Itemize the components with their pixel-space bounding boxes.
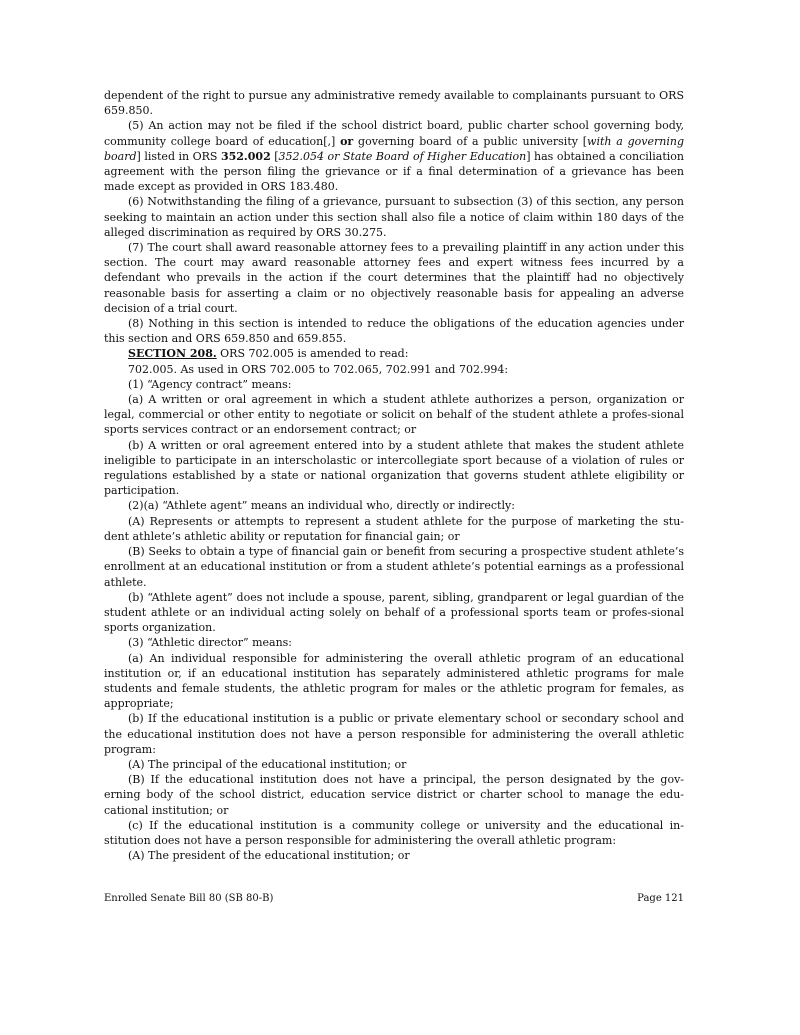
text-run: (a) An individual responsible for administering the overall athletic program of an educational institution or, if an educational institution has separately administered athletic programs for male students and female students, the athletic program for males or the athletic program for females, as appropriate; — [104, 651, 684, 711]
text-run: SECTION 208. — [128, 347, 217, 361]
paragraph — [104, 438, 684, 499]
paragraph — [104, 362, 684, 377]
text-run: (2)(a) “Athlete agent” means an individual who, directly or indirectly: — [128, 499, 515, 513]
paragraph — [104, 118, 684, 194]
text-run: (b) If the educational institution is a public or private elementary school or secondary school and the educational institution does not have a person responsible for administering the overall athletic program: — [104, 712, 684, 756]
page-number: Page 121 — [637, 893, 684, 904]
text-run: (8) Nothing in this section is intended to reduce the obligations of the education agencies under this section and ORS 659.850 and 659.855. — [104, 317, 684, 346]
bill-name: Enrolled Senate Bill 80 (SB 80-B) — [104, 893, 274, 904]
text-run: governing board of a public university [ — [353, 134, 588, 148]
text-run: 352.002 — [220, 149, 271, 163]
paragraph — [104, 514, 684, 544]
paragraph — [104, 377, 684, 392]
text-run: (3) “Athletic director” means: — [128, 636, 293, 650]
text-run: (b) A written or oral agreement entered into by a student athlete that makes the student athlete ineligible to participate in an interscholastic or intercollegiate sport because of a violation of rules or regulations established by a state or national organization that governs student athlete eligibility or participation. — [104, 438, 684, 498]
text-run: (1) “Agency contract” means: — [128, 377, 292, 391]
paragraph — [104, 88, 684, 118]
text-run: 702.005. As used in ORS 702.005 to 702.065, 702.991 and 702.994: — [128, 362, 509, 376]
paragraph — [104, 757, 684, 772]
text-run: (A) The president of the educational institution; or — [128, 849, 410, 863]
text-run: (B) If the educational institution does not have a principal, the person designated by the gov-erning body of the school district, education service district or charter school to manage the edu-cational institution; or — [104, 773, 684, 817]
text-run: (A) Represents or attempts to represent a student athlete for the purpose of marketing the stu-dent athlete’s athletic ability or reputation for financial gain; or — [104, 514, 684, 543]
text-run: ] has obtained a conciliation agreement with the person filing the grievance or if a final determination of a grievance has been made except as provided in ORS 183.480. — [104, 149, 684, 194]
paragraph — [104, 346, 684, 361]
paragraph — [104, 711, 684, 757]
paragraph — [104, 635, 684, 650]
text-run: [ — [270, 149, 279, 163]
text-run: (B) Seeks to obtain a type of financial gain or benefit from securing a prospective student athlete’s enrollment at an educational institution or from a student athlete’s potential earnings as a professional athlete. — [104, 545, 684, 589]
paragraph — [104, 544, 684, 590]
text-run: (c) If the educational institution is a community college or university and the educational in-stitution does not have a person responsible for administering the overall athletic program: — [104, 818, 684, 847]
paragraph — [104, 194, 684, 240]
text-run: (a) A written or oral agreement in which a student athlete authorizes a person, organization or legal, commercial or other entity to negotiate or solicit on behalf of the student athlete a profes-sional sports services contract or an endorsement contract; or — [104, 393, 684, 437]
paragraph — [104, 316, 684, 346]
paragraph — [104, 651, 684, 712]
page-footer — [104, 893, 684, 904]
paragraph — [104, 590, 684, 636]
text-run: ORS 702.005 is amended to read: — [216, 347, 409, 361]
text-run: ] listed in ORS — [136, 149, 221, 163]
paragraph — [104, 848, 684, 863]
text-run: (6) Notwithstanding the filing of a grievance, pursuant to subsection (3) of this section, any person seeking to maintain an action under this section shall also file a notice of claim within 180 days of the alleged discrimination as required by ORS 30.275. — [104, 195, 684, 239]
paragraph — [104, 392, 684, 438]
text-run: with a governing board — [104, 134, 684, 163]
text-run: (A) The principal of the educational institution; or — [128, 757, 407, 771]
text-run: 352.054 or State Board of Higher Education — [278, 149, 527, 163]
paragraph — [104, 240, 684, 316]
text-run: dependent of the right to pursue any administrative remedy available to complainants pursuant to ORS 659.850. — [104, 89, 684, 118]
paragraph — [104, 772, 684, 818]
paragraph — [104, 818, 684, 848]
text-run: (5) An action may not be filed if the school district board, public charter school governing body, community college board of education[,] — [104, 119, 684, 148]
text-run: (b) “Athlete agent” does not include a spouse, parent, sibling, grandparent or legal guardian of the student athlete or an individual acting solely on behalf of a professional sports team or profes-sional sports organization. — [104, 590, 684, 635]
text-run: or — [340, 134, 354, 148]
paragraph — [104, 498, 684, 513]
document-body — [104, 88, 684, 863]
text-run: (7) The court shall award reasonable attorney fees to a prevailing plaintiff in any action under this section. The court may award reasonable attorney fees and expert witness fees incurred by a defendant who prevails in the action if the court determines that the plaintiff had no objectively reasonable basis for asserting a claim or no objectively reasonable basis for appealing an adverse decision of a trial court. — [104, 241, 684, 315]
